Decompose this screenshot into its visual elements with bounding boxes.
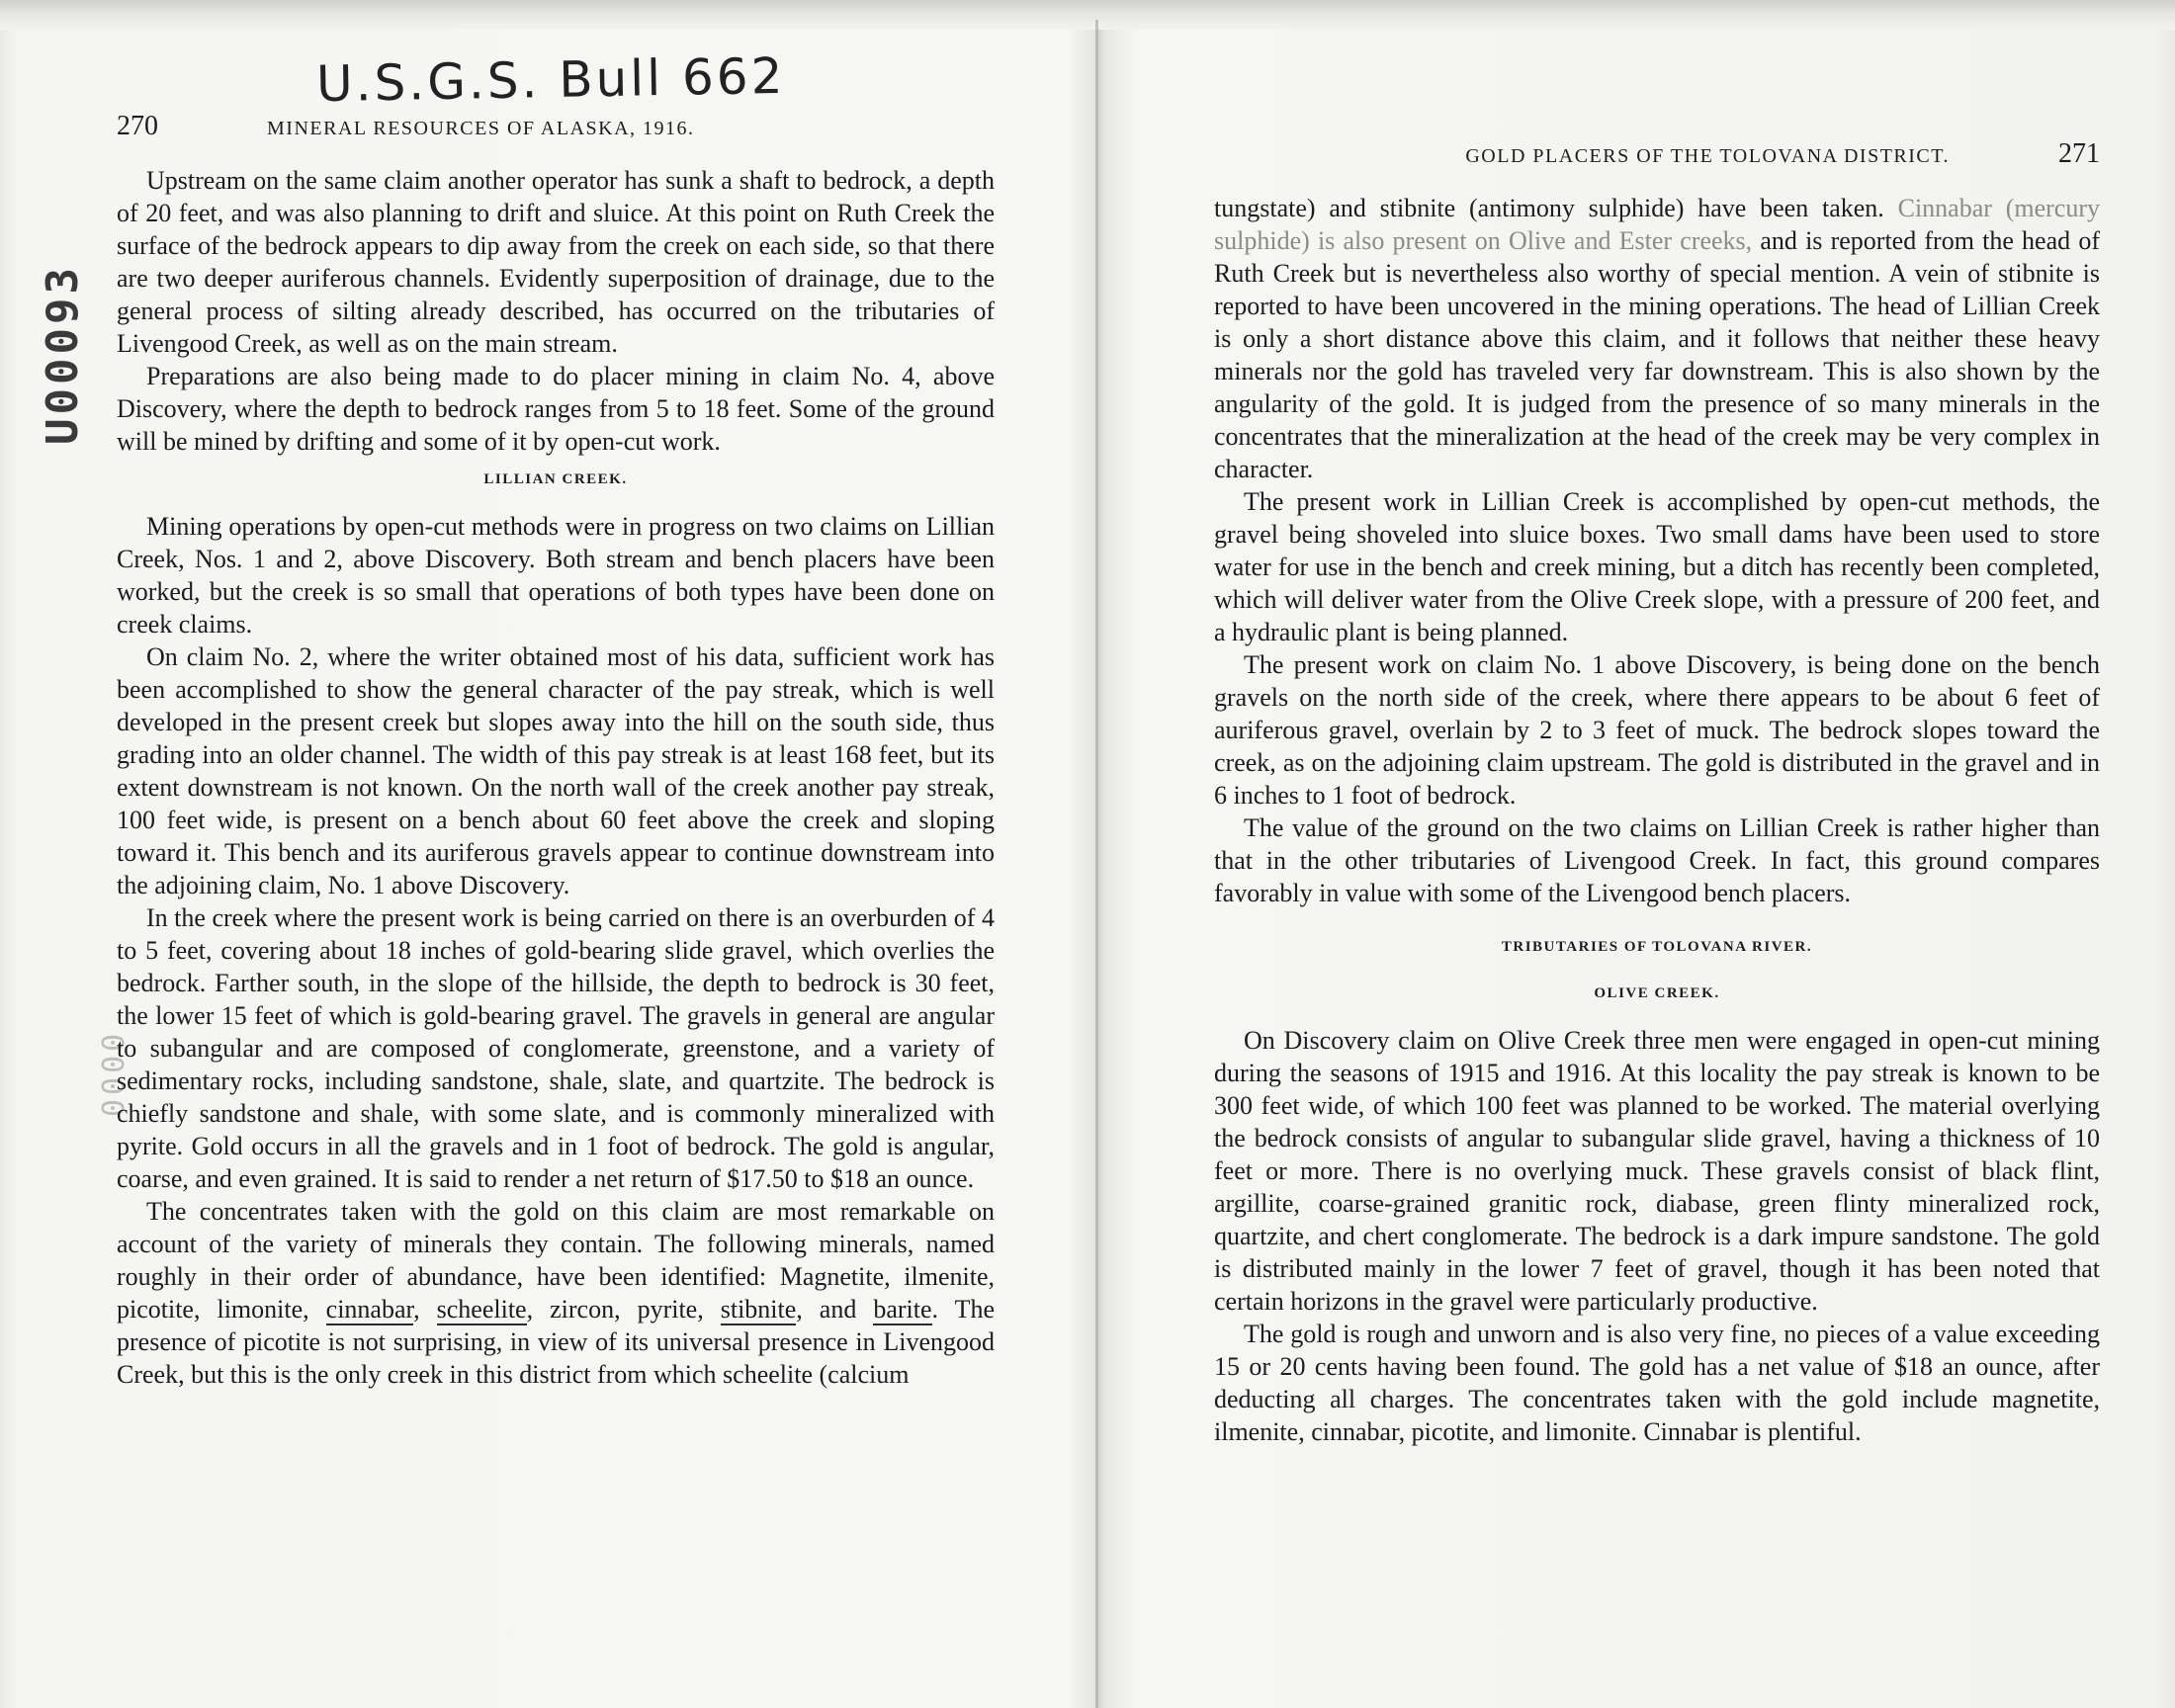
- underlined-mineral: barite: [873, 1295, 932, 1324]
- text-run: and is reported from the head of Ruth Creek but is nevertheless also worthy of special mention. A vein of stibnite is reported to have been uncovered in the mining operations. The head of Lillian Creek is only a short distance above this claim, and it follows that neither these heavy minerals nor the gold has traveled very far downstream. This is also shown by the angularity of the gold. It is judged from the presence of so many minerals in the concentrates that the mineralization at the head of the creek may be very complex in character.: [1214, 226, 2100, 483]
- left-running-head: [117, 111, 995, 142]
- text-run: , zircon, pyrite,: [526, 1295, 721, 1324]
- section-heading: LILLIAN CREEK.: [483, 471, 628, 487]
- paragraph: [1214, 192, 2100, 485]
- paragraph: Upstream on the same claim another operator has sunk a shaft to bedrock, a depth of 20 feet, and was also planning to drift and sluice. At this point on Ruth Creek the surface of the bedrock appears to dip away from the creek on each side, so that there are two deeper auriferous channels. Evidently superposition of drainage, due to the general process of silting already described, has occurred on the tributaries of Livengood Creek, as well as on the main stream.: [117, 166, 995, 358]
- archive-stamp: U00093: [38, 264, 88, 445]
- running-title: GOLD PLACERS OF THE TOLOVANA DISTRICT.: [1465, 145, 1950, 167]
- handwritten-annotation: U.S.G.S. Bull 662: [315, 46, 786, 114]
- underlined-mineral: cinnabar: [325, 1295, 414, 1324]
- text-run: . The presence of picotite is not surprising, in view of its universal presence in Livengood Creek, but this is the only creek in this district from which scheelite (calcium: [117, 1295, 996, 1389]
- section-heading: TRIBUTARIES OF TOLOVANA RIVER.: [1501, 939, 1813, 955]
- page-number: 271: [2058, 138, 2100, 169]
- paragraph: Preparations are also being made to do placer mining in claim No. 4, above Discovery, where the depth to bedrock ranges from 5 to 18 feet. Some of the ground will be mined by drifting and some of it by open-cut work.: [117, 362, 995, 456]
- paragraph: On claim No. 2, where the writer obtained most of his data, sufficient work has been accomplished to show the general character of the pay streak, which is well developed in the present creek but slopes away into the hill on the south side, thus grading into an older channel. The width of this pay streak is at least 168 feet, but its extent downstream is not known. On the north wall of the creek another pay streak, 100 feet wide, is present on a bench about 60 feet above the creek and sloping toward it. This bench and its auriferous gravels appear to continue downstream into the adjoining claim, No. 1 above Discovery.: [117, 642, 995, 899]
- paragraph: The present work on claim No. 1 above Discovery, is being done on the bench gravels on the north side of the creek, where there appears to be about 6 feet of auriferous gravel, overlain by 2 to 3 feet of muck. The bedrock slopes toward the creek, as on the adjoining claim upstream. The gold is distributed in the gravel and in 6 inches to 1 foot of bedrock.: [1214, 650, 2100, 810]
- faint-text-run: Cinnabar (mercury sulphide) is also present on Olive and Ester creeks,: [1214, 194, 2100, 255]
- text-run: The concentrates taken with the gold on this claim are most remarkable on account of the variety of minerals they contain. The following minerals, named roughly in their order of abundance, have been identified: Magnetite, ilmenite, picotite, limonite,: [117, 1197, 995, 1324]
- paragraph: The value of the ground on the two claims on Lillian Creek is rather higher than that in the other tributaries of Livengood Creek. In fact, this ground compares favorably in value with some of the Livengood bench placers.: [1214, 813, 2100, 907]
- scan-top-edge: [0, 0, 2175, 30]
- right-page: [1214, 138, 2100, 1448]
- faint-archive-stamp: 0000: [97, 1029, 131, 1117]
- book-gutter: [1095, 20, 1098, 1708]
- paragraph: The present work in Lillian Creek is accomplished by open-cut methods, the gravel being shoveled into sluice boxes. Two small dams have been used to store water for use in the bench and creek mining, but a ditch has recently been completed, which will deliver water from the Olive Creek slope, with a pressure of 200 feet, and a hydraulic plant is being planned.: [1214, 487, 2100, 646]
- right-body-text: [1214, 192, 2100, 1448]
- paragraph: [117, 1195, 995, 1391]
- paragraph: The gold is rough and unworn and is also very fine, no pieces of a value exceeding 15 or 20 cents having been found. The gold has a net value of $18 an ounce, after deducting all charges. The concentrates taken with the gold include magnetite, ilmenite, cinnabar, picotite, and limonite. Cinnabar is plentiful.: [1214, 1320, 2100, 1446]
- text-run: ,: [413, 1295, 437, 1324]
- paragraph: Mining operations by open-cut methods were in progress on two claims on Lillian Creek, Nos. 1 and 2, above Discovery. Both stream and bench placers have been worked, but the creek is so small that operations of both types have been done on creek claims.: [117, 512, 995, 639]
- left-page: [117, 111, 995, 1391]
- underlined-mineral: scheelite: [436, 1295, 527, 1324]
- underlined-mineral: stibnite: [720, 1295, 797, 1324]
- page-number: 270: [117, 111, 158, 141]
- paragraph: In the creek where the present work is being carried on there is an overburden of 4 to 5 feet, covering about 18 inches of gold-bearing slide gravel, which overlies the bedrock. Farther south, in the slope of the hillside, the depth to bedrock is 30 feet, the lower 15 feet of which is gold-bearing gravel. The gravels in general are angular to subangular and are composed of conglomerate, greenstone, and a variety of sedimentary rocks, including sandstone, shale, slate, and quartzite. The bedrock is chiefly sandstone and shale, with some slate, and is commonly mineralized with pyrite. Gold occurs in all the gravels and in 1 foot of bedrock. The gold is angular, coarse, and even grained. It is said to render a net return of $17.50 to $18 an ounce.: [117, 903, 995, 1193]
- subsection-heading: OLIVE CREEK.: [1594, 985, 1720, 1001]
- paragraph: On Discovery claim on Olive Creek three men were engaged in open-cut mining during the seasons of 1915 and 1916. At this locality the pay streak is known to be 300 feet wide, of which 100 feet was planned to be worked. The material overlying the bedrock consists of angular to subangular slide gravel, having a thickness of 10 feet or more. There is no overlying muck. These gravels consist of black flint, argillite, coarse-grained granitic rock, diabase, green flinty mineralized rock, quartzite, and chert conglomerate. The bedrock is a dark impure sandstone. The gold is distributed mainly in the lower 7 feet of gravel, though it has been noted that certain horizons in the gravel were particularly productive.: [1214, 1026, 2100, 1316]
- text-run: , and: [796, 1295, 874, 1324]
- running-title: MINERAL RESOURCES OF ALASKA, 1916.: [267, 118, 695, 139]
- right-running-head: [1214, 138, 2100, 170]
- left-body-text: [117, 164, 995, 1391]
- text-run: tungstate) and stibnite (antimony sulphide) have been taken.: [1214, 194, 1898, 222]
